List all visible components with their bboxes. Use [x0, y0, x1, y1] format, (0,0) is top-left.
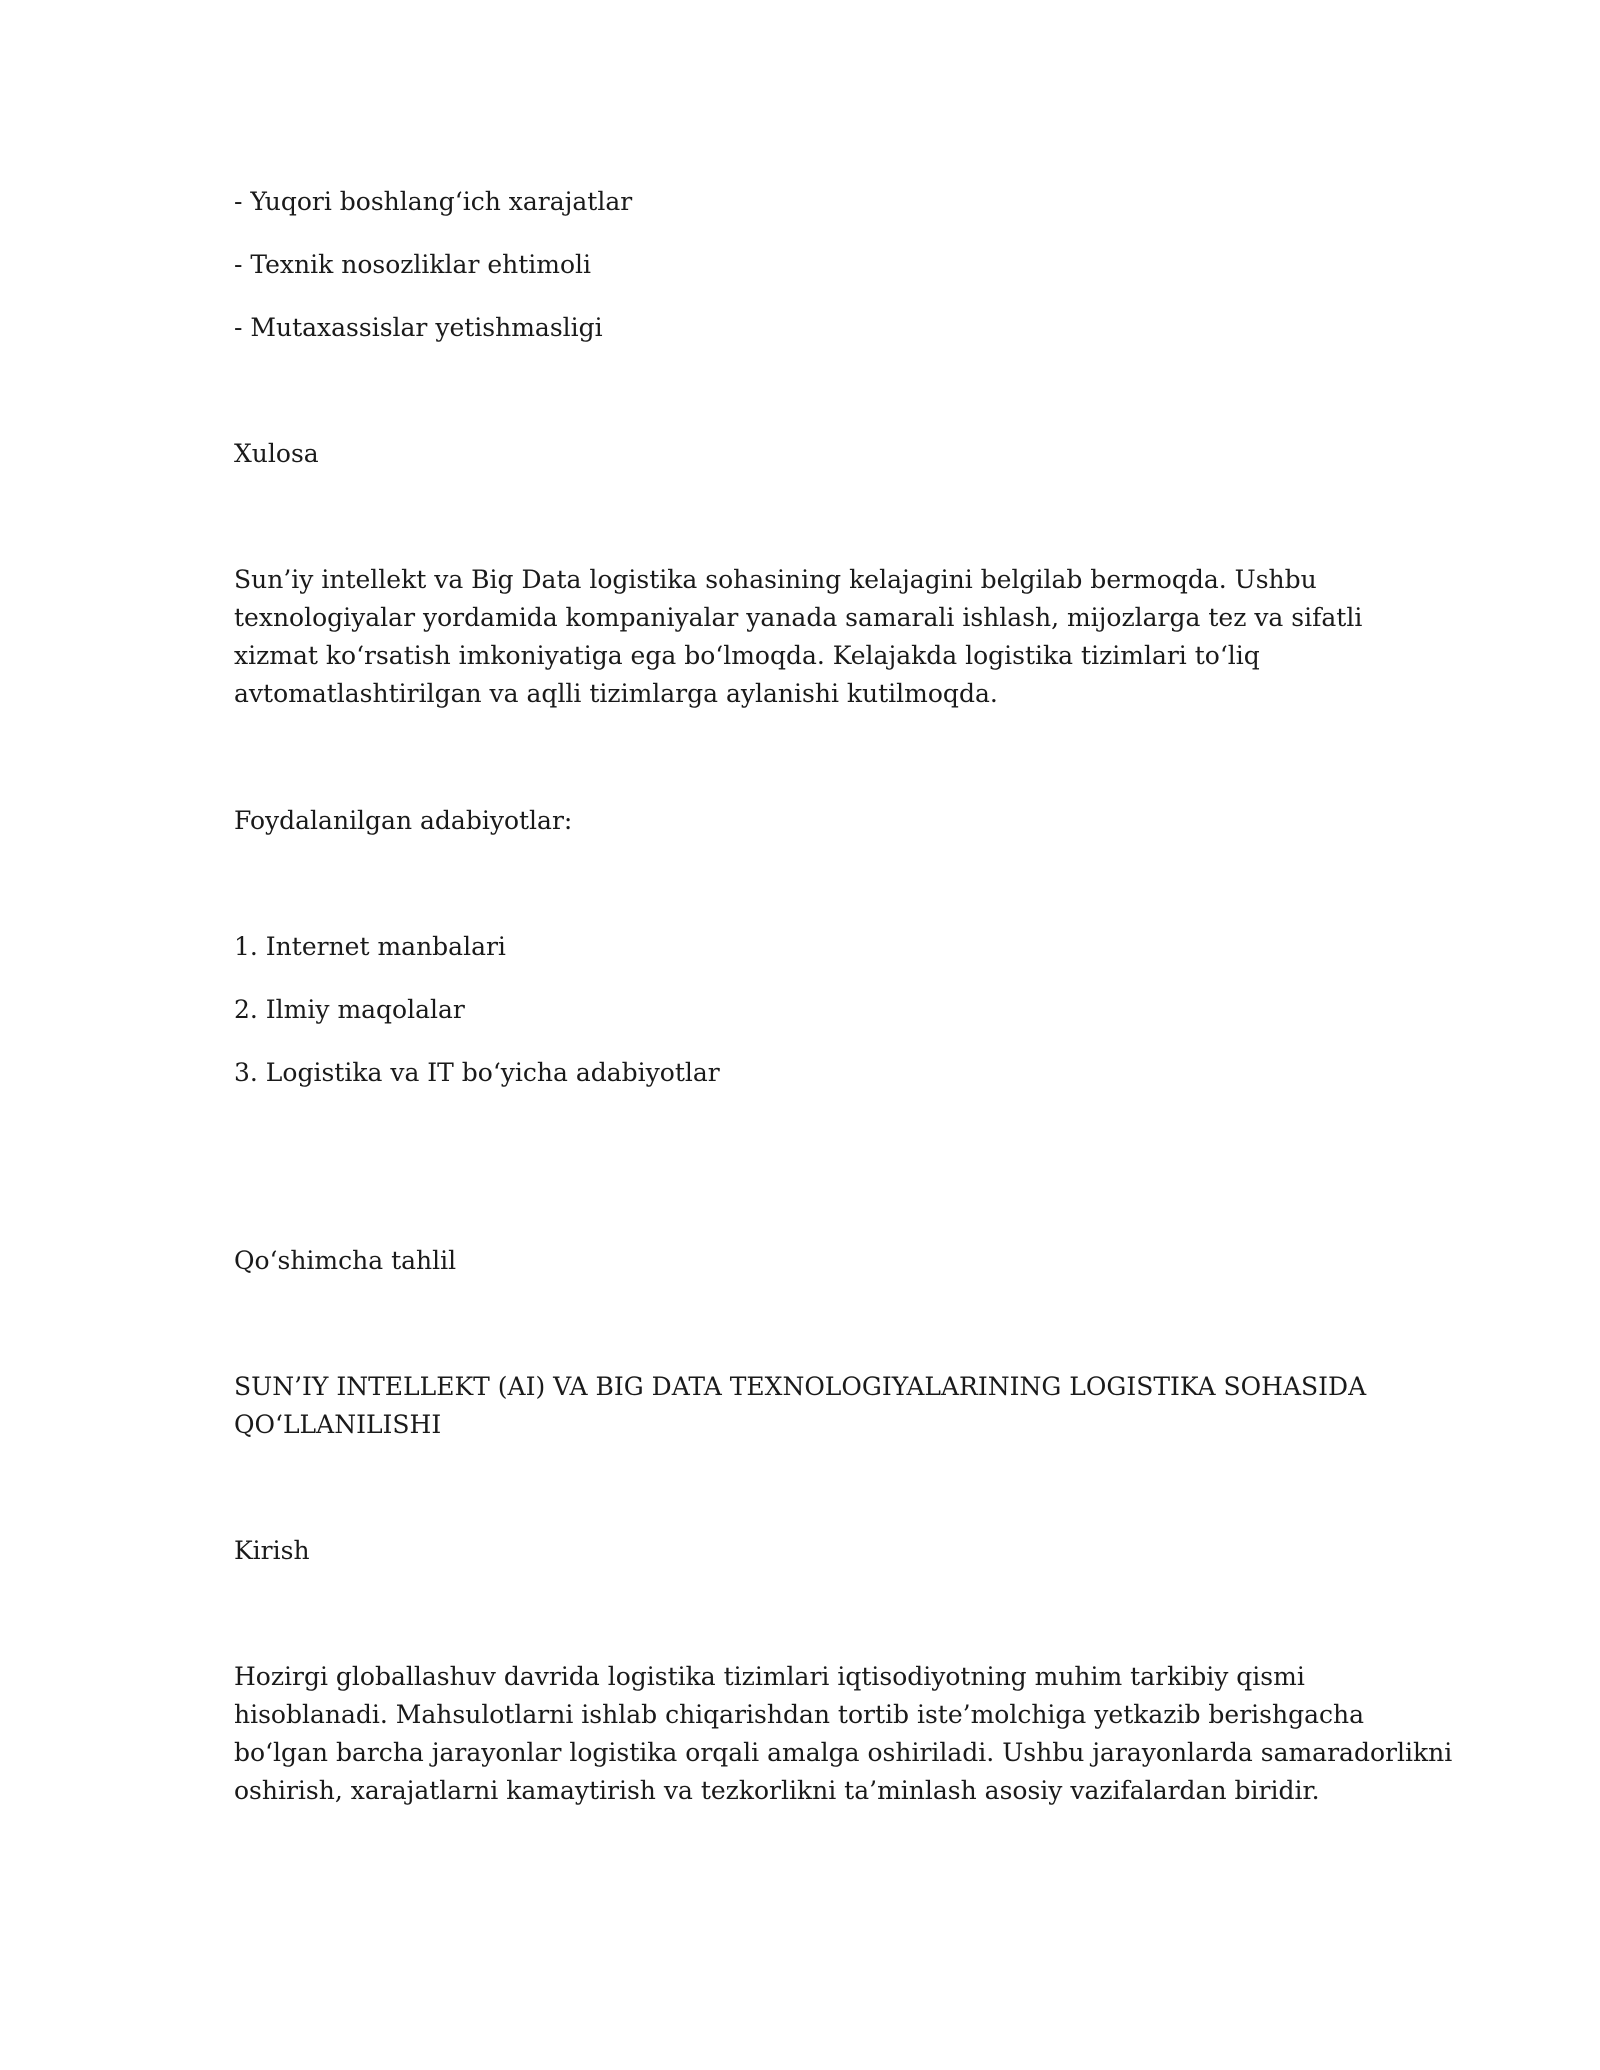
conclusion-line: xizmat ko‘rsatish imkoniyatiga ega bo‘lmoqda. Kelajakda logistika tizimlari to‘liq	[234, 641, 1260, 670]
reference-item: 3. Logistika va IT bo‘yicha adabiyotlar	[234, 1058, 720, 1087]
references-heading: Foydalanilgan adabiyotlar:	[234, 806, 573, 835]
reference-item: 1. Internet manbalari	[234, 932, 506, 961]
conclusion-line: Sun’iy intellekt va Big Data logistika sohasining kelajagini belgilab bermoqda. Ushbu	[234, 565, 1317, 594]
intro-line: hisoblanadi. Mahsulotlarni ishlab chiqarishdan tortib iste’molchiga yetkazib berishgacha	[234, 1700, 1365, 1729]
risk-item: - Yuqori boshlang‘ich xarajatlar	[234, 187, 633, 216]
document-title-line: SUN’IY INTELLEKT (AI) VA BIG DATA TEXNOLOGIYALARINING LOGISTIKA SOHASIDA	[234, 1372, 1367, 1401]
intro-line: bo‘lgan barcha jarayonlar logistika orqali amalga oshiriladi. Ushbu jarayonlarda samaradorlikni	[234, 1738, 1453, 1767]
conclusion-line: avtomatlashtirilgan va aqlli tizimlarga aylanishi kutilmoqda.	[234, 679, 998, 708]
conclusion-heading: Xulosa	[234, 439, 319, 468]
conclusion-line: texnologiyalar yordamida kompaniyalar yanada samarali ishlash, mijozlarga tez va sifatli	[234, 603, 1363, 632]
reference-item: 2. Ilmiy maqolalar	[234, 995, 465, 1024]
extra-analysis-heading: Qo‘shimcha tahlil	[234, 1246, 457, 1275]
risk-item: - Texnik nosozliklar ehtimoli	[234, 250, 592, 279]
intro-line: oshirish, xarajatlarni kamaytirish va tezkorlikni ta’minlash asosiy vazifalardan biridir.	[234, 1776, 1320, 1805]
document-title-line: QO‘LLANILISHI	[234, 1410, 442, 1439]
risk-item: - Mutaxassislar yetishmasligi	[234, 313, 603, 342]
intro-heading: Kirish	[234, 1536, 310, 1565]
intro-line: Hozirgi globallashuv davrida logistika tizimlari iqtisodiyotning muhim tarkibiy qismi	[234, 1662, 1305, 1691]
